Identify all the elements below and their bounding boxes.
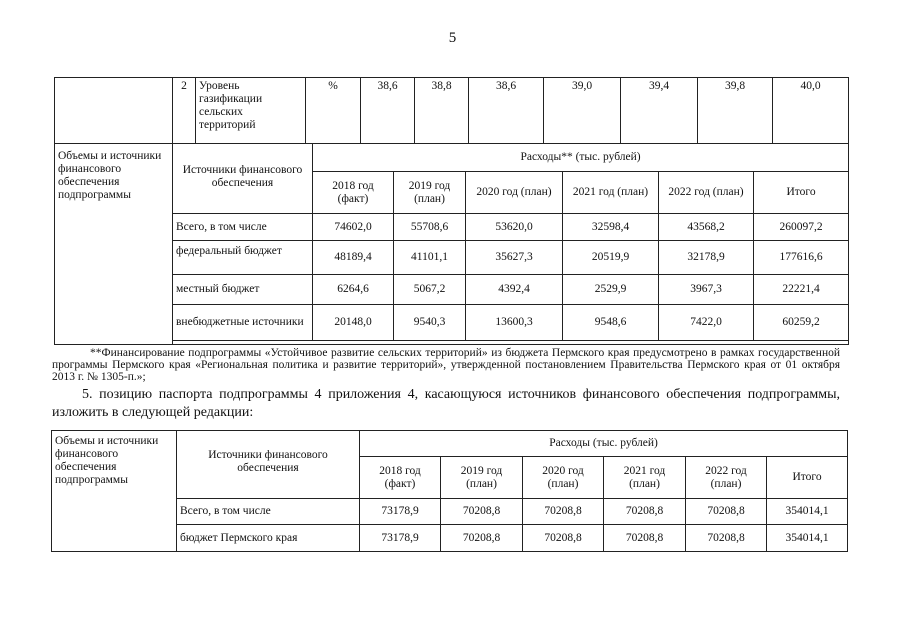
value-cell: 53620,0 (466, 214, 563, 241)
expenses-header: Расходы (тыс. рублей) (360, 431, 848, 457)
funding-table-2 (51, 430, 848, 552)
value-cell: 7422,0 (659, 305, 754, 341)
row-label: местный бюджет (173, 275, 313, 305)
value-cell: 55708,6 (394, 214, 466, 241)
value-cell: 70208,8 (523, 499, 604, 525)
value-cell: 177616,6 (754, 241, 849, 275)
value-cell: 73178,9 (360, 525, 441, 552)
value-cell: 70208,8 (441, 525, 523, 552)
spacer-row (173, 341, 849, 345)
empty-cell (55, 78, 173, 144)
value-cell: 5067,2 (394, 275, 466, 305)
sources-header: Источники финансового обеспечения (173, 144, 313, 214)
year-header: 2022 год (план) (659, 172, 754, 214)
table-row (55, 214, 849, 241)
value-cell: 43568,2 (659, 214, 754, 241)
year-header: 2018 год (факт) (360, 457, 441, 499)
footnote: **Финансирование подпрограммы «Устойчивое развитие сельских территорий» из бюджета Пермского края предусмотрено в рамках государственной программы Пермского края «Региональная политика и развитие территорий», утвержденной постановлением Правительства Пермского края от 01 октября 2013 г. № 1305-п.»; (52, 347, 840, 383)
value-cell: 13600,3 (466, 305, 563, 341)
value-cell: 2529,9 (563, 275, 659, 305)
value-cell: 354014,1 (767, 525, 848, 552)
value-cell: 39,8 (698, 78, 773, 144)
value-cell: 9548,6 (563, 305, 659, 341)
value-cell: 38,8 (415, 78, 469, 144)
year-header: 2018 год (факт) (313, 172, 394, 214)
value-cell: 70208,8 (604, 499, 686, 525)
table-row (55, 241, 849, 275)
table-row (55, 305, 849, 341)
year-header: 2021 год (план) (604, 457, 686, 499)
funding-table-1 (54, 143, 849, 345)
value-cell: 40,0 (773, 78, 849, 144)
value-cell: 39,0 (544, 78, 621, 144)
row-label: Всего, в том числе (173, 214, 313, 241)
value-cell: 260097,2 (754, 214, 849, 241)
value-cell: 20148,0 (313, 305, 394, 341)
indicator-label: Уровень газификации сельских территорий (196, 78, 306, 144)
value-cell: 38,6 (469, 78, 544, 144)
value-cell: 354014,1 (767, 499, 848, 525)
year-header: 2022 год (план) (686, 457, 767, 499)
value-cell: 32598,4 (563, 214, 659, 241)
value-cell: 4392,4 (466, 275, 563, 305)
year-header: 2021 год (план) (563, 172, 659, 214)
gasification-row (55, 78, 849, 144)
year-header: 2020 год (план) (466, 172, 563, 214)
value-cell: 35627,3 (466, 241, 563, 275)
unit-cell: % (306, 78, 361, 144)
gasification-table (54, 77, 849, 144)
value-cell: 41101,1 (394, 241, 466, 275)
expenses-header: Расходы** (тыс. рублей) (313, 144, 849, 172)
value-cell: 32178,9 (659, 241, 754, 275)
value-cell: 38,6 (361, 78, 415, 144)
row-label: бюджет Пермского края (177, 525, 360, 552)
value-cell: 48189,4 (313, 241, 394, 275)
row-number: 2 (173, 78, 196, 144)
year-header: 2020 год (план) (523, 457, 604, 499)
value-cell: 22221,4 (754, 275, 849, 305)
value-cell: 6264,6 (313, 275, 394, 305)
value-cell: 20519,9 (563, 241, 659, 275)
volumes-label: Объемы и источники финансового обеспечения подпрограммы (55, 144, 173, 345)
value-cell: 70208,8 (523, 525, 604, 552)
amendment-paragraph: 5. позицию паспорта подпрограммы 4 приложения 4, касающуюся источников финансового обеспечения подпрограммы, изложить в следующей редакции: (52, 387, 840, 420)
value-cell: 73178,9 (360, 499, 441, 525)
year-header: Итого (754, 172, 849, 214)
value-cell: 60259,2 (754, 305, 849, 341)
value-cell: 70208,8 (604, 525, 686, 552)
row-label: внебюджетные источники (173, 305, 313, 341)
value-cell: 39,4 (621, 78, 698, 144)
value-cell: 3967,3 (659, 275, 754, 305)
value-cell: 70208,8 (441, 499, 523, 525)
value-cell: 74602,0 (313, 214, 394, 241)
row-label: Всего, в том числе (177, 499, 360, 525)
value-cell: 9540,3 (394, 305, 466, 341)
value-cell: 70208,8 (686, 499, 767, 525)
page-number: 5 (448, 30, 457, 46)
volumes-label: Объемы и источники финансового обеспечения подпрограммы (52, 431, 177, 552)
sources-header: Источники финансового обеспечения (177, 431, 360, 499)
row-label: федеральный бюджет (173, 241, 313, 275)
year-header: Итого (767, 457, 848, 499)
table-row (55, 275, 849, 305)
value-cell: 70208,8 (686, 525, 767, 552)
year-header: 2019 год (план) (394, 172, 466, 214)
year-header: 2019 год (план) (441, 457, 523, 499)
